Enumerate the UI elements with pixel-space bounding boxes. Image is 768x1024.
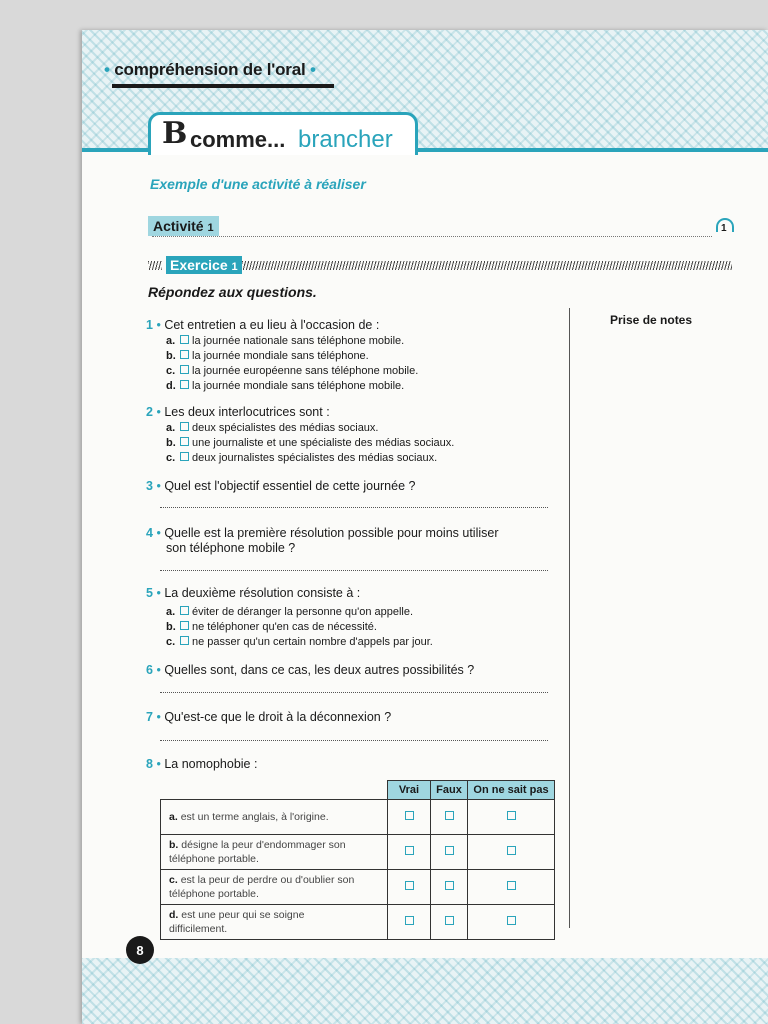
answer-line-3[interactable] — [160, 507, 548, 508]
question-3: 3 • Quel est l'objectif essentiel de cette journée ? — [146, 479, 416, 493]
table-header-row — [161, 781, 555, 800]
bullet-dot-icon: • — [104, 60, 110, 79]
checkbox-icon[interactable] — [445, 916, 454, 925]
question-7: 7 • Qu'est-ce que le droit à la déconnexion ? — [146, 710, 392, 724]
checkbox-icon[interactable] — [445, 846, 454, 855]
hatch-decoration — [242, 261, 732, 270]
checkbox-icon[interactable] — [445, 881, 454, 890]
checkbox-icon[interactable] — [180, 437, 189, 446]
section-underline — [112, 84, 334, 88]
option-1a[interactable]: a. la journée nationale sans téléphone mobile. — [166, 335, 405, 347]
title-middle: comme... — [190, 127, 286, 152]
bullet-dot-icon: • — [310, 60, 316, 79]
page-number: 8 — [126, 936, 154, 964]
header-on-ne-sait-pas: On ne sait pas — [468, 781, 555, 800]
question-6: 6 • Quelles sont, dans ce cas, les deux autres possibilités ? — [146, 663, 475, 677]
question-4-continued: son téléphone mobile ? — [166, 541, 296, 555]
table-row: c. est la peur de perdre ou d'oublier son téléphone portable. — [161, 870, 555, 905]
option-5c[interactable]: c. ne passer qu'un certain nombre d'appels par jour. — [166, 636, 433, 648]
question-8: 8 • La nomophobie : — [146, 757, 258, 771]
checkbox-icon[interactable] — [507, 881, 516, 890]
option-2c[interactable]: c. deux journalistes spécialistes des médias sociaux. — [166, 452, 438, 464]
question-2: 2 • Les deux interlocutrices sont : — [146, 405, 330, 419]
hatch-decoration — [148, 261, 162, 270]
option-1c[interactable]: c. la journée européenne sans téléphone mobile. — [166, 365, 419, 377]
title-letter: B — [162, 116, 188, 151]
option-2b[interactable]: b. une journaliste et une spécialiste des médias sociaux. — [166, 437, 455, 449]
nomophobia-table — [160, 780, 555, 940]
notes-divider — [569, 308, 570, 928]
checkbox-icon[interactable] — [405, 811, 414, 820]
decorative-pattern-bottom — [82, 958, 768, 1024]
notes-label: Prise de notes — [610, 313, 693, 327]
subtitle: Exemple d'une activité à réaliser — [150, 176, 366, 192]
checkbox-icon[interactable] — [180, 422, 189, 431]
answer-line-4[interactable] — [160, 570, 548, 571]
checkbox-icon[interactable] — [180, 335, 189, 344]
checkbox-icon[interactable] — [180, 621, 189, 630]
checkbox-icon[interactable] — [405, 846, 414, 855]
section-label: • compréhension de l'oral • — [104, 60, 316, 79]
option-1d[interactable]: d. la journée mondiale sans téléphone mobile. — [166, 380, 405, 392]
checkbox-icon[interactable] — [180, 452, 189, 461]
checkbox-icon[interactable] — [180, 350, 189, 359]
checkbox-icon[interactable] — [180, 365, 189, 374]
header-vrai: Vrai — [388, 781, 431, 800]
checkbox-icon[interactable] — [507, 846, 516, 855]
answer-line-7[interactable] — [160, 740, 548, 741]
question-4: 4 • Quelle est la première résolution possible pour moins utiliser — [146, 526, 499, 540]
option-1b[interactable]: b. la journée mondiale sans téléphone. — [166, 350, 369, 362]
exercise-label: Exercice 1 — [166, 256, 242, 274]
question-1: 1 • Cet entretien a eu lieu à l'occasion de : — [146, 318, 380, 332]
workbook-page — [82, 30, 768, 1024]
option-2a[interactable]: a. deux spécialistes des médias sociaux. — [166, 422, 379, 434]
checkbox-icon[interactable] — [180, 636, 189, 645]
option-5b[interactable]: b. ne téléphoner qu'en cas de nécessité. — [166, 621, 377, 633]
title-word: brancher — [298, 126, 393, 153]
activity-label: Activité 1 — [148, 216, 219, 236]
checkbox-icon[interactable] — [180, 380, 189, 389]
checkbox-icon[interactable] — [445, 811, 454, 820]
instruction: Répondez aux questions. — [148, 284, 317, 300]
answer-line-6[interactable] — [160, 692, 548, 693]
question-5: 5 • La deuxième résolution consiste à : — [146, 586, 361, 600]
table-row: d. est une peur qui se soigne difficilement. — [161, 905, 555, 940]
activity-divider — [152, 236, 712, 237]
option-5a[interactable]: a. éviter de déranger la personne qu'on appelle. — [166, 606, 414, 618]
checkbox-icon[interactable] — [405, 881, 414, 890]
checkbox-icon[interactable] — [405, 916, 414, 925]
table-row: a. est un terme anglais, à l'origine. — [161, 800, 555, 835]
table-row: b. désigne la peur d'endommager son téléphone portable. — [161, 835, 555, 870]
headphones-icon: 1 — [714, 218, 736, 236]
checkbox-icon[interactable] — [507, 811, 516, 820]
checkbox-icon[interactable] — [180, 606, 189, 615]
header-faux: Faux — [431, 781, 468, 800]
checkbox-icon[interactable] — [507, 916, 516, 925]
